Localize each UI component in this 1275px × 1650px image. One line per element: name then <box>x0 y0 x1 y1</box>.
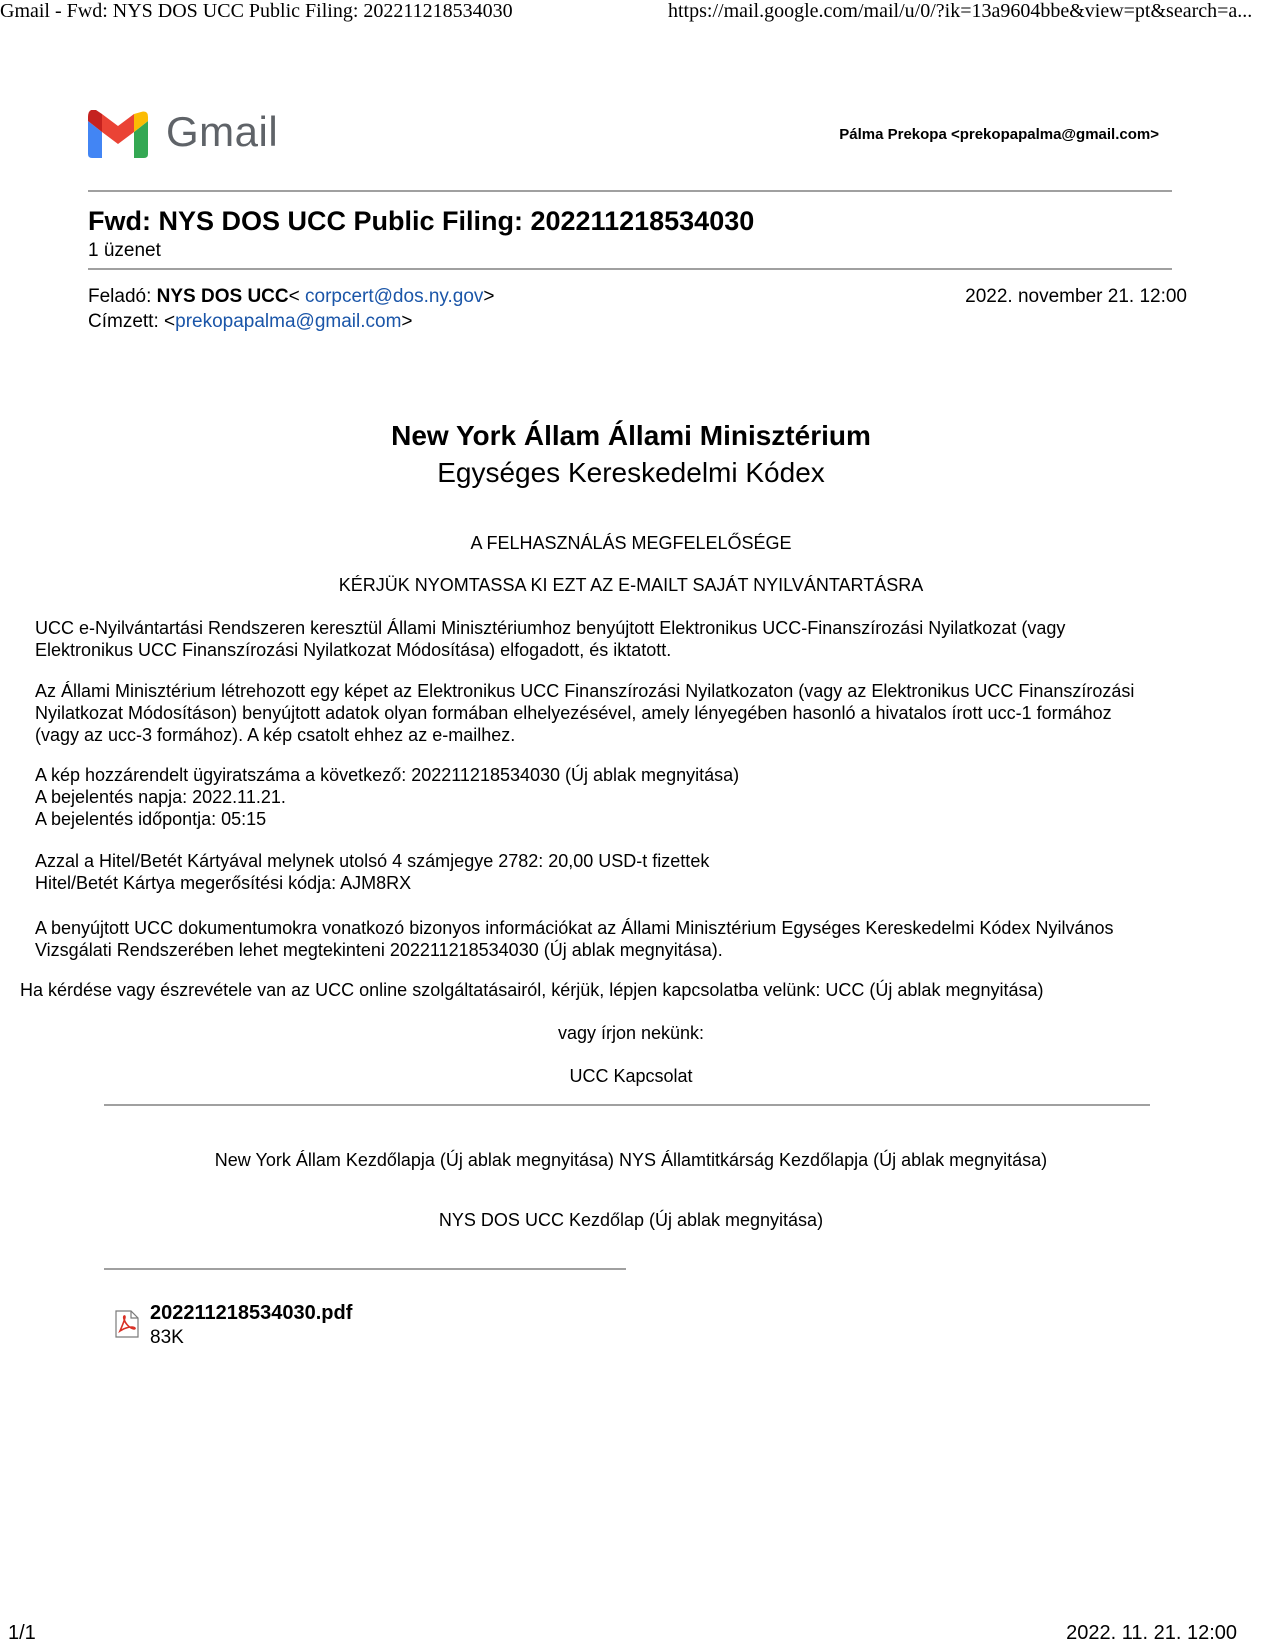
print-datetime: 2022. 11. 21. 12:00 <box>1066 1622 1237 1644</box>
file-number-line: A kép hozzárendelt ügyiratszáma a következő: 202211218534030 (Új ablak megnyitása) <box>35 765 740 785</box>
to-label: Címzett: <box>88 311 159 332</box>
confirmation-code-line: Hitel/Betét Kártya megerősítési kódja: AJM8RX <box>35 873 412 893</box>
filing-date-line: A bejelentés napja: 2022.11.21. <box>35 787 286 807</box>
message-date: 2022. november 21. 12:00 <box>965 286 1187 307</box>
print-page-title: Gmail - Fwd: NYS DOS UCC Public Filing: 202211218534030 <box>0 0 513 22</box>
text-line: UCC e-Nyilvántartási Rendszeren keresztül Állami Minisztériumhoz benyújtott Elektronikus UCC-Finanszírozási Nyilatkozat (vagy <box>35 618 1066 638</box>
bracket: > <box>401 311 413 332</box>
or-write-text: vagy írjon nekünk: <box>557 1023 705 1043</box>
body-paragraph-acceptance <box>35 617 1195 661</box>
gmail-logo-icon <box>88 110 148 158</box>
pdf-icon <box>114 1310 140 1338</box>
org-name: New York Állam Állami Minisztérium <box>391 420 871 451</box>
attachment-filename[interactable]: 202211218534030.pdf <box>150 1302 353 1324</box>
attachment-divider <box>104 1268 626 1270</box>
gmail-wordmark: Gmail <box>166 108 279 155</box>
divider <box>88 268 1172 270</box>
text-line: Nyilatkozat Módosításon) benyújtott adatok olyan formában elhelyezésével, amely lényegében hasonló a hivatalos írott ucc-1 formához <box>35 703 1112 723</box>
ucc-contact-link[interactable]: UCC Kapcsolat <box>569 1066 693 1086</box>
recipient-email-link[interactable]: prekopapalma@gmail.com <box>175 311 402 332</box>
divider <box>104 1104 1150 1106</box>
body-paragraph-search <box>35 917 1195 961</box>
account-name: Pálma Prekopa <prekopapalma@gmail.com> <box>839 126 1159 143</box>
page-number: 1/1 <box>8 1622 36 1644</box>
org-subtitle: Egységes Kereskedelmi Kódex <box>437 457 825 488</box>
footer-links[interactable]: New York Állam Kezdőlapja (Új ablak megnyitása) NYS Államtitkárság Kezdőlapja (Új ablak megnyitása) <box>214 1150 1048 1170</box>
text-line: (vagy az ucc-3 formához). A kép csatolt ehhez az e-mailhez. <box>35 725 516 745</box>
text-line: Elektronikus UCC Finanszírozási Nyilatkozat Módosítása) elfogadott, és iktatott. <box>35 640 672 660</box>
recipient-line <box>88 311 413 333</box>
thread-subject: Fwd: NYS DOS UCC Public Filing: 202211218534030 <box>88 206 755 236</box>
bracket: < <box>288 286 300 307</box>
attachment-size: 83K <box>150 1327 184 1348</box>
text-line: Az Állami Minisztérium létrehozott egy képet az Elektronikus UCC Finanszírozási Nyilatkozaton (vagy az Elektronikus UCC Finanszírozási <box>35 681 1135 701</box>
filing-time-line: A bejelentés időpontja: 05:15 <box>35 809 267 829</box>
from-label: Feladó: <box>88 286 152 307</box>
text-line: Vizsgálati Rendszerében lehet megtekinteni 202211218534030 (Új ablak megnyitása). <box>35 940 723 960</box>
bracket: > <box>483 286 495 307</box>
text-line: A benyújtott UCC dokumentumokra vonatkozó bizonyos információkat az Állami Minisztérium Egységes Kereskedelmi Kódex Nyilvános <box>35 918 1114 938</box>
filing-details <box>35 764 1195 830</box>
notice-heading: A FELHASZNÁLÁS MEGFELELŐSÉGE <box>470 533 792 553</box>
payment-details <box>35 850 1195 894</box>
ucc-home-link[interactable]: NYS DOS UCC Kezdőlap (Új ablak megnyitása) <box>438 1210 824 1230</box>
payment-line: Azzal a Hitel/Betét Kártyával melynek utolsó 4 számjegye 2782: 20,00 USD-t fizettek <box>35 851 710 871</box>
message-count: 1 üzenet <box>88 240 161 261</box>
sender-name: NYS DOS UCC <box>156 286 289 307</box>
bracket: < <box>164 311 176 332</box>
sender-line <box>88 286 495 308</box>
print-notice: KÉRJÜK NYOMTASSA KI EZT AZ E-MAILT SAJÁT NYILVÁNTARTÁSRA <box>338 575 924 595</box>
print-page-url: https://mail.google.com/mail/u/0/?ik=13a9604bbe&view=pt&search=a... <box>668 0 1253 22</box>
sender-email-link[interactable]: corpcert@dos.ny.gov <box>305 286 484 307</box>
divider <box>88 190 1172 192</box>
questions-line: Ha kérdése vagy észrevétele van az UCC online szolgáltatásairól, kérjük, lépjen kapcsolatba velünk: UCC (Új ablak megnyitása) <box>20 980 1044 1000</box>
body-paragraph-image <box>35 680 1195 746</box>
